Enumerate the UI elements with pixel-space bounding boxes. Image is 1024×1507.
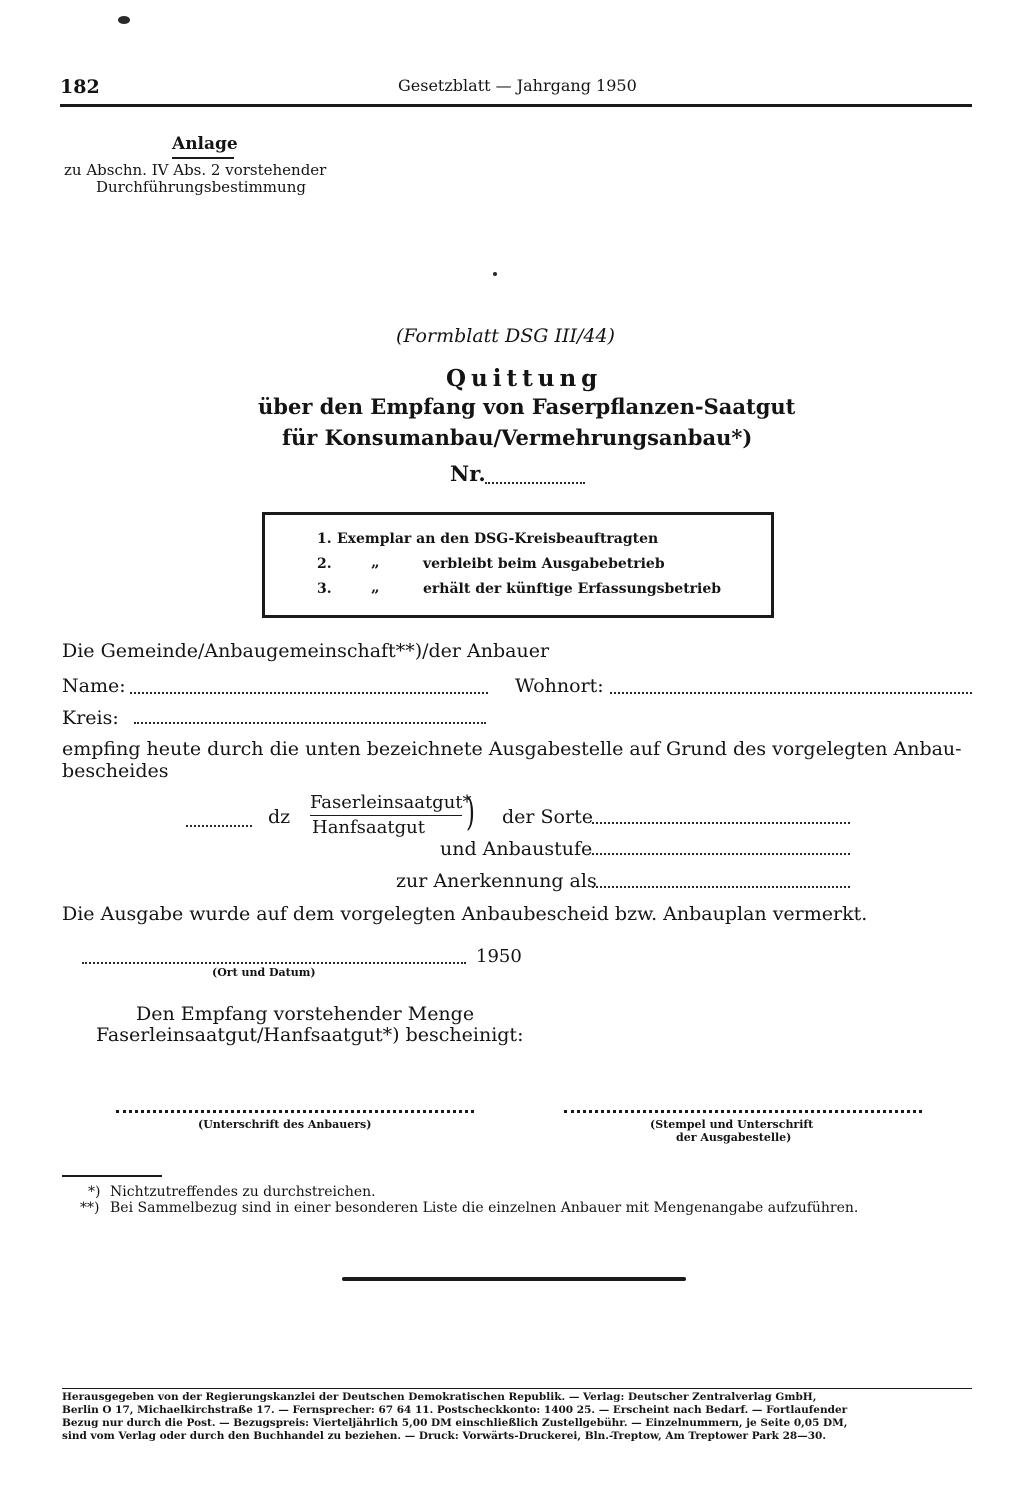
- ditto-mark: „: [371, 553, 380, 571]
- anbaustufe-field[interactable]: [592, 853, 850, 855]
- name-label: Name:: [62, 675, 126, 697]
- imprint-line: Berlin O 17, Michaelkirchstraße 17. — Fernsprecher: 67 64 11. Postscheckkonto: 1400 25. — Erscheint nach Bedarf. — Fortlaufender: [62, 1404, 848, 1416]
- footnote-text: Nichtzutreffendes zu durchstreichen.: [110, 1184, 376, 1200]
- stempel-signature-field[interactable]: [564, 1110, 922, 1113]
- nr-field[interactable]: [485, 482, 585, 484]
- stempel-caption-1: (Stempel und Unterschrift: [650, 1118, 814, 1131]
- running-title: Gesetzblatt — Jahrgang 1950: [398, 76, 637, 95]
- kreis-label: Kreis:: [62, 707, 119, 729]
- empfing-line-2: bescheides: [62, 760, 169, 782]
- imprint-line: sind vom Verlag oder durch den Buchhandel zu beziehen. — Druck: Vorwärts-Druckerei, Bln.-Treptow, Am Treptower Park 28—30.: [62, 1430, 826, 1442]
- form-subtitle-1: über den Empfang von Faserpflanzen-Saatgut: [258, 394, 796, 419]
- page-number: 182: [60, 76, 100, 98]
- gemeinde-line: Die Gemeinde/Anbaugemeinschaft**)/der Anbauer: [62, 640, 550, 662]
- ausgabe-line: Die Ausgabe wurde auf dem vorgelegten Anbaubescheid bzw. Anbauplan vermerkt.: [62, 903, 868, 925]
- copy-number: 1.: [317, 531, 332, 547]
- ort-datum-field[interactable]: [82, 962, 466, 964]
- form-title: Quittung: [446, 365, 603, 392]
- name-field[interactable]: [130, 692, 488, 694]
- anlage-title: Anlage: [172, 134, 238, 154]
- copy-text: Exemplar an den DSG-Kreisbeauftragten: [337, 531, 659, 547]
- imprint-rule: [62, 1388, 972, 1389]
- imprint-line: Bezug nur durch die Post. — Bezugspreis: Vierteljährlich 5,00 DM einschließlich Zustellgebühr. — Einzelnummern, je Seite 0,05 DM,: [62, 1417, 848, 1429]
- stempel-caption-2: der Ausgabestelle): [676, 1131, 792, 1144]
- wohnort-field[interactable]: [610, 692, 972, 694]
- empfang-line-2: Faserleinsaatgut/Hanfsaatgut*) bescheinigt:: [96, 1024, 524, 1046]
- closing-rule: [342, 1277, 686, 1281]
- wohnort-label: Wohnort:: [515, 675, 604, 697]
- empfing-line-1: empfing heute durch die unten bezeichnete Ausgabestelle auf Grund des vorgelegten Anbau-: [62, 738, 962, 760]
- ink-speck: [118, 16, 130, 24]
- closing-paren: ): [465, 790, 475, 834]
- footnote-text: Bei Sammelbezug sind in einer besonderen Liste die einzelnen Anbauer mit Mengenangabe aufzuführen.: [110, 1200, 859, 1216]
- kreis-field[interactable]: [134, 722, 486, 724]
- ort-datum-caption: (Ort und Datum): [212, 966, 316, 979]
- imprint-line: Herausgegeben von der Regierungskanzlei der Deutschen Demokratischen Republik. — Verlag: Deutscher Zentralverlag GmbH,: [62, 1391, 817, 1403]
- dz-unit: dz: [268, 806, 291, 828]
- ink-speck: [493, 272, 497, 276]
- anbauer-signature-caption: (Unterschrift des Anbauers): [198, 1118, 372, 1131]
- copy-number: 2.: [317, 556, 332, 572]
- anbaustufe-label: und Anbaustufe: [440, 838, 593, 860]
- header-rule: [60, 104, 972, 107]
- fraction-bar: [310, 815, 462, 816]
- empfang-line-1: Den Empfang vorstehender Menge: [136, 1003, 475, 1025]
- quantity-field[interactable]: [186, 825, 252, 827]
- form-subtitle-2: für Konsumanbau/Vermehrungsanbau*): [282, 425, 753, 450]
- anlage-line1: zu Abschn. IV Abs. 2 vorstehender: [64, 161, 327, 179]
- footnote-mark: *): [88, 1184, 101, 1200]
- year-label: 1950: [476, 946, 522, 967]
- copies-box: [262, 512, 774, 618]
- seed-option-2: Hanfsaatgut: [312, 817, 425, 838]
- copy-text: erhält der künftige Erfassungsbetrieb: [423, 581, 722, 597]
- ditto-mark: „: [371, 578, 380, 596]
- anerkennung-label: zur Anerkennung als: [396, 870, 597, 892]
- anerkennung-field[interactable]: [592, 886, 850, 888]
- anlage-line2: Durchführungsbestimmung: [96, 178, 306, 196]
- copy-number: 3.: [317, 581, 332, 597]
- anbauer-signature-field[interactable]: [116, 1110, 474, 1113]
- seed-option-1: Faserleinsaatgut*: [310, 792, 472, 813]
- footnote-mark: **): [80, 1200, 100, 1216]
- sorte-label: der Sorte: [502, 806, 593, 828]
- formblatt-label: (Formblatt DSG III/44): [396, 325, 615, 347]
- nr-label: Nr.: [450, 461, 486, 486]
- anlage-underline: [172, 157, 234, 159]
- copy-text: verbleibt beim Ausgabebetrieb: [423, 556, 665, 572]
- footnote-rule: [62, 1175, 162, 1177]
- sorte-field[interactable]: [592, 822, 850, 824]
